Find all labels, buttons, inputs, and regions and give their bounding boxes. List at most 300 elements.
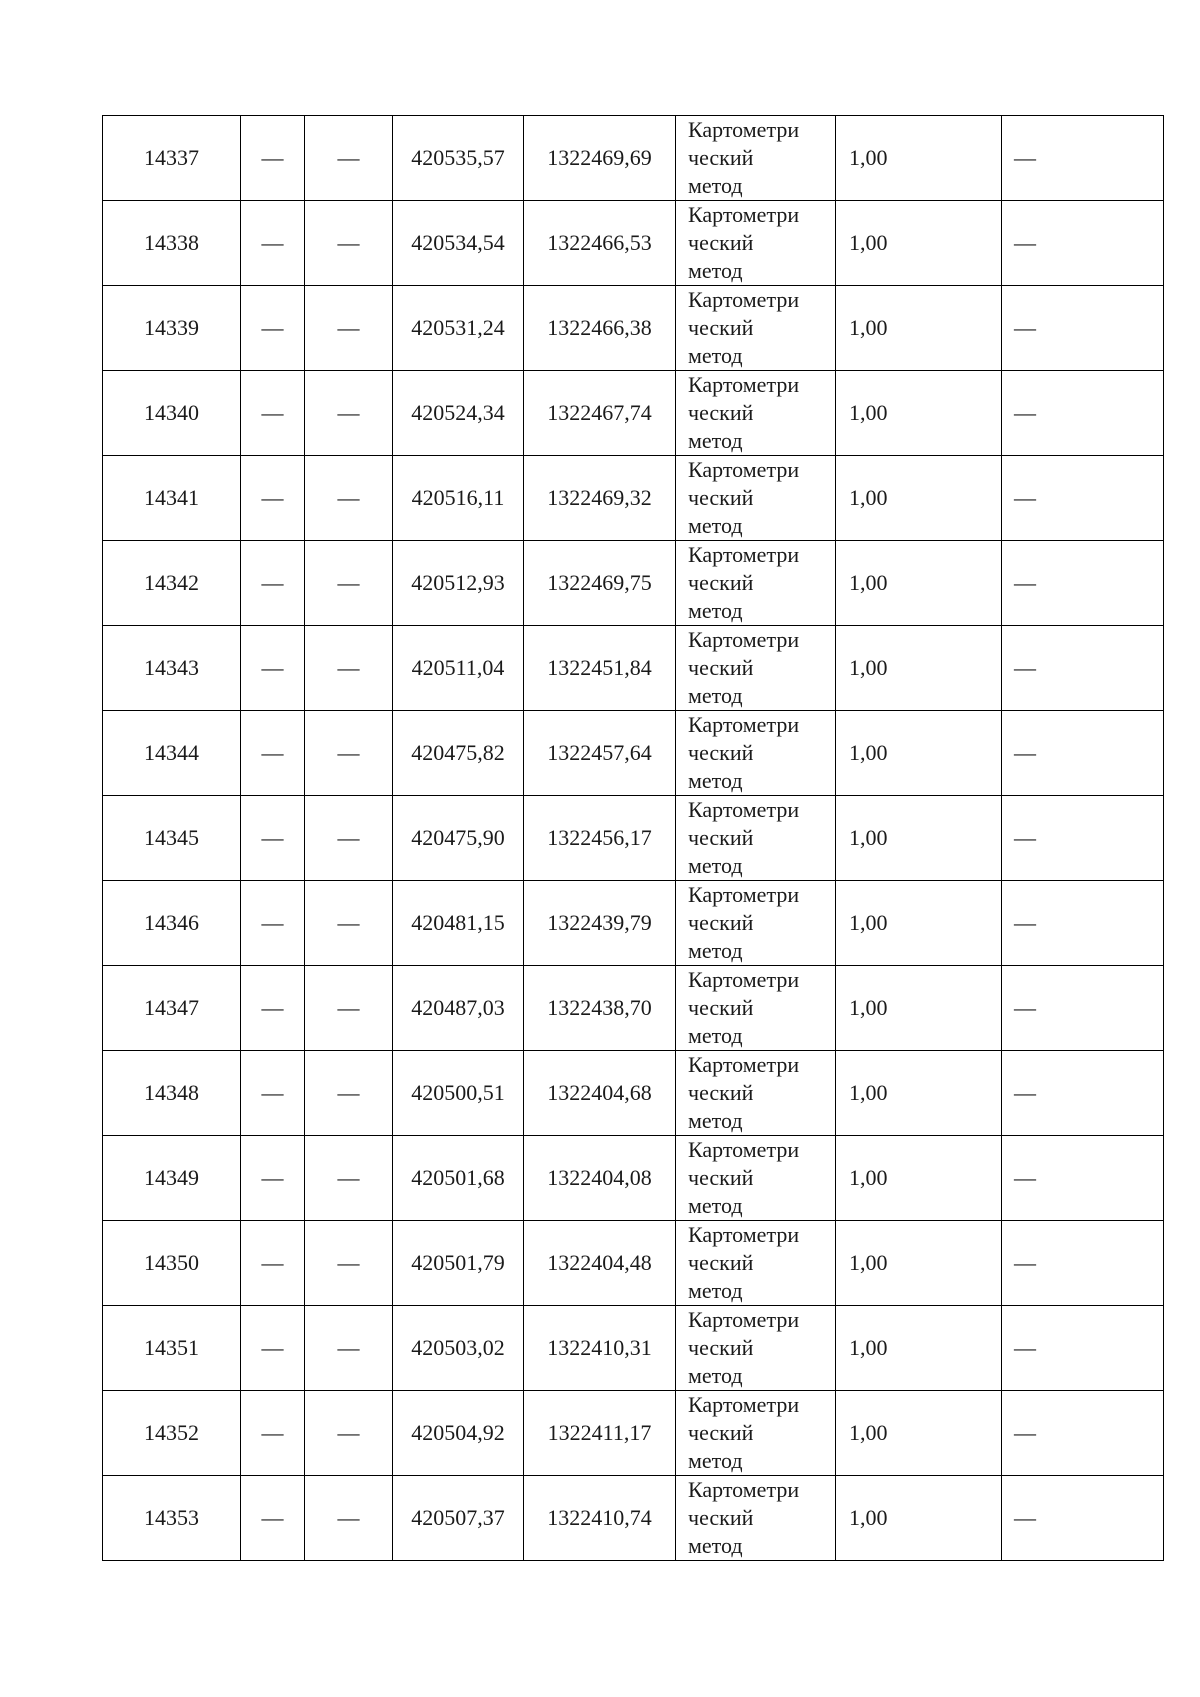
dash-text: — [337, 400, 360, 425]
x-coordinate-text: 420475,90 [411, 825, 505, 850]
dash-text: — [261, 1165, 284, 1190]
dash-text: — [337, 1080, 360, 1105]
x-coordinate-cell [393, 1476, 524, 1561]
x-coordinate-cell [393, 881, 524, 966]
method-line: ческий [688, 740, 754, 765]
point-number-cell [103, 711, 241, 796]
dash-text: — [1014, 485, 1036, 510]
method-line: метод [688, 258, 743, 283]
x-coordinate-cell [393, 541, 524, 626]
dash-cell [305, 286, 393, 371]
method-line: метод [688, 1533, 743, 1558]
dash-cell [305, 456, 393, 541]
dash-text: — [261, 230, 284, 255]
method-line: Картометри [688, 457, 800, 482]
dash-cell [305, 796, 393, 881]
accuracy-cell [836, 116, 1002, 201]
dash-cell [241, 286, 305, 371]
y-coordinate-text: 1322466,38 [547, 315, 652, 340]
coordinates-table-body [103, 116, 1164, 1561]
method-line: ческий [688, 655, 754, 680]
method-line: метод [688, 343, 743, 368]
table-row [103, 201, 1164, 286]
dash-cell [305, 966, 393, 1051]
method-line: ческий [688, 485, 754, 510]
y-coordinate-text: 1322467,74 [547, 400, 652, 425]
y-coordinate-cell [524, 456, 676, 541]
table-row [103, 371, 1164, 456]
accuracy-cell [836, 371, 1002, 456]
point-number-text: 14353 [144, 1505, 199, 1530]
dash-text: — [1014, 315, 1036, 340]
dash-cell [305, 711, 393, 796]
x-coordinate-cell [393, 201, 524, 286]
accuracy-cell [836, 1051, 1002, 1136]
accuracy-text: 1,00 [849, 570, 888, 595]
table-row [103, 1221, 1164, 1306]
dash-text: — [261, 1080, 284, 1105]
dash-cell [305, 371, 393, 456]
y-coordinate-cell [524, 201, 676, 286]
point-number-text: 14343 [144, 655, 199, 680]
x-coordinate-text: 420475,82 [411, 740, 505, 765]
dash-cell [241, 1221, 305, 1306]
method-line: метод [688, 853, 743, 878]
table-row [103, 456, 1164, 541]
method-line: Картометри [688, 117, 800, 142]
dash-cell [305, 1221, 393, 1306]
dash-text: — [337, 315, 360, 340]
method-cell [676, 1391, 836, 1476]
dash-text: — [1014, 995, 1036, 1020]
dash-cell [305, 1136, 393, 1221]
y-coordinate-text: 1322451,84 [547, 655, 652, 680]
point-number-text: 14352 [144, 1420, 199, 1445]
dash-text: — [1014, 145, 1036, 170]
method-line: Картометри [688, 372, 800, 397]
accuracy-cell [836, 1391, 1002, 1476]
dash-cell [305, 1391, 393, 1476]
method-line: метод [688, 1023, 743, 1048]
y-coordinate-cell [524, 1391, 676, 1476]
table-row [103, 966, 1164, 1051]
y-coordinate-cell [524, 796, 676, 881]
dash-text: — [261, 740, 284, 765]
dash-cell [1002, 286, 1164, 371]
point-number-cell [103, 1221, 241, 1306]
method-line: метод [688, 1448, 743, 1473]
x-coordinate-text: 420487,03 [411, 995, 505, 1020]
point-number-text: 14340 [144, 400, 199, 425]
y-coordinate-cell [524, 711, 676, 796]
dash-cell [1002, 371, 1164, 456]
dash-text: — [1014, 570, 1036, 595]
dash-cell [1002, 711, 1164, 796]
point-number-text: 14342 [144, 570, 199, 595]
x-coordinate-cell [393, 116, 524, 201]
x-coordinate-text: 420501,68 [411, 1165, 505, 1190]
dash-cell [241, 1391, 305, 1476]
point-number-cell [103, 1306, 241, 1391]
method-cell [676, 541, 836, 626]
x-coordinate-cell [393, 626, 524, 711]
dash-cell [241, 116, 305, 201]
y-coordinate-cell [524, 116, 676, 201]
y-coordinate-text: 1322410,31 [547, 1335, 652, 1360]
accuracy-text: 1,00 [849, 1165, 888, 1190]
x-coordinate-cell [393, 1051, 524, 1136]
accuracy-text: 1,00 [849, 910, 888, 935]
dash-cell [1002, 116, 1164, 201]
x-coordinate-cell [393, 456, 524, 541]
accuracy-text: 1,00 [849, 315, 888, 340]
x-coordinate-text: 420524,34 [411, 400, 505, 425]
point-number-cell [103, 1476, 241, 1561]
table-row [103, 286, 1164, 371]
dash-cell [305, 1476, 393, 1561]
method-line: метод [688, 513, 743, 538]
dash-text: — [337, 145, 360, 170]
table-row [103, 116, 1164, 201]
point-number-cell [103, 881, 241, 966]
method-line: Картометри [688, 287, 800, 312]
y-coordinate-cell [524, 286, 676, 371]
method-line: метод [688, 1193, 743, 1218]
dash-text: — [1014, 910, 1036, 935]
dash-cell [1002, 1476, 1164, 1561]
dash-cell [1002, 626, 1164, 711]
dash-cell [305, 201, 393, 286]
table-row [103, 1476, 1164, 1561]
y-coordinate-cell [524, 626, 676, 711]
dash-text: — [261, 1420, 284, 1445]
accuracy-text: 1,00 [849, 230, 888, 255]
method-cell [676, 966, 836, 1051]
dash-cell [241, 456, 305, 541]
point-number-cell [103, 456, 241, 541]
y-coordinate-text: 1322469,32 [547, 485, 652, 510]
x-coordinate-text: 420504,92 [411, 1420, 505, 1445]
method-line: ческий [688, 1080, 754, 1105]
dash-cell [1002, 456, 1164, 541]
x-coordinate-cell [393, 1221, 524, 1306]
y-coordinate-cell [524, 371, 676, 456]
method-line: Картометри [688, 542, 800, 567]
y-coordinate-text: 1322457,64 [547, 740, 652, 765]
x-coordinate-text: 420511,04 [411, 655, 505, 680]
dash-text: — [1014, 1080, 1036, 1105]
x-coordinate-cell [393, 1306, 524, 1391]
dash-text: — [337, 570, 360, 595]
dash-text: — [1014, 1420, 1036, 1445]
point-number-text: 14347 [144, 995, 199, 1020]
method-line: метод [688, 768, 743, 793]
method-line: Картометри [688, 1052, 800, 1077]
dash-text: — [337, 910, 360, 935]
method-line: метод [688, 1108, 743, 1133]
method-cell [676, 1051, 836, 1136]
dash-text: — [337, 825, 360, 850]
dash-cell [241, 796, 305, 881]
method-cell [676, 881, 836, 966]
dash-text: — [261, 910, 284, 935]
x-coordinate-text: 420531,24 [411, 315, 505, 340]
y-coordinate-text: 1322404,68 [547, 1080, 652, 1105]
accuracy-cell [836, 286, 1002, 371]
accuracy-cell [836, 1306, 1002, 1391]
dash-text: — [1014, 400, 1036, 425]
accuracy-text: 1,00 [849, 400, 888, 425]
method-line: метод [688, 173, 743, 198]
dash-text: — [1014, 740, 1036, 765]
y-coordinate-text: 1322456,17 [547, 825, 652, 850]
point-number-cell [103, 286, 241, 371]
point-number-text: 14338 [144, 230, 199, 255]
y-coordinate-text: 1322469,69 [547, 145, 652, 170]
method-line: ческий [688, 1250, 754, 1275]
method-cell [676, 456, 836, 541]
point-number-text: 14350 [144, 1250, 199, 1275]
accuracy-cell [836, 881, 1002, 966]
dash-text: — [261, 995, 284, 1020]
accuracy-cell [836, 201, 1002, 286]
x-coordinate-text: 420512,93 [411, 570, 505, 595]
method-line: ческий [688, 1420, 754, 1445]
method-cell [676, 711, 836, 796]
table-row [103, 711, 1164, 796]
dash-cell [241, 541, 305, 626]
table-row [103, 1051, 1164, 1136]
point-number-cell [103, 796, 241, 881]
method-line: метод [688, 598, 743, 623]
y-coordinate-text: 1322410,74 [547, 1505, 652, 1530]
x-coordinate-text: 420535,57 [411, 145, 505, 170]
x-coordinate-cell [393, 286, 524, 371]
point-number-text: 14344 [144, 740, 199, 765]
point-number-cell [103, 966, 241, 1051]
dash-text: — [261, 825, 284, 850]
dash-text: — [1014, 1505, 1036, 1530]
method-line: ческий [688, 1505, 754, 1530]
point-number-cell [103, 116, 241, 201]
method-cell [676, 626, 836, 711]
y-coordinate-cell [524, 1136, 676, 1221]
point-number-text: 14339 [144, 315, 199, 340]
dash-text: — [1014, 1250, 1036, 1275]
method-line: метод [688, 938, 743, 963]
dash-cell [241, 881, 305, 966]
method-line: ческий [688, 145, 754, 170]
method-line: Картометри [688, 1307, 800, 1332]
method-line: метод [688, 1363, 743, 1388]
dash-text: — [1014, 1165, 1036, 1190]
method-cell [676, 201, 836, 286]
x-coordinate-text: 420507,37 [411, 1505, 505, 1530]
dash-cell [305, 626, 393, 711]
dash-cell [305, 881, 393, 966]
y-coordinate-cell [524, 881, 676, 966]
y-coordinate-text: 1322466,53 [547, 230, 652, 255]
point-number-cell [103, 626, 241, 711]
point-number-cell [103, 201, 241, 286]
table-row [103, 1391, 1164, 1476]
y-coordinate-text: 1322411,17 [547, 1420, 652, 1445]
accuracy-cell [836, 796, 1002, 881]
accuracy-cell [836, 1136, 1002, 1221]
dash-text: — [261, 570, 284, 595]
point-number-text: 14349 [144, 1165, 199, 1190]
point-number-text: 14351 [144, 1335, 199, 1360]
dash-cell [1002, 201, 1164, 286]
dash-text: — [337, 995, 360, 1020]
method-line: Картометри [688, 202, 800, 227]
method-line: метод [688, 1278, 743, 1303]
dash-text: — [337, 740, 360, 765]
method-line: ческий [688, 910, 754, 935]
dash-cell [305, 541, 393, 626]
method-line: ческий [688, 315, 754, 340]
x-coordinate-cell [393, 796, 524, 881]
dash-text: — [261, 485, 284, 510]
x-coordinate-text: 420500,51 [411, 1080, 505, 1105]
dash-cell [241, 1476, 305, 1561]
dash-text: — [261, 315, 284, 340]
y-coordinate-cell [524, 1221, 676, 1306]
accuracy-text: 1,00 [849, 485, 888, 510]
dash-text: — [261, 1250, 284, 1275]
y-coordinate-text: 1322469,75 [547, 570, 652, 595]
point-number-cell [103, 1136, 241, 1221]
dash-text: — [261, 655, 284, 680]
dash-cell [1002, 881, 1164, 966]
method-cell [676, 1136, 836, 1221]
dash-cell [1002, 796, 1164, 881]
dash-text: — [337, 230, 360, 255]
dash-text: — [1014, 1335, 1036, 1360]
accuracy-text: 1,00 [849, 825, 888, 850]
table-row [103, 1306, 1164, 1391]
dash-cell [241, 1136, 305, 1221]
dash-text: — [337, 1420, 360, 1445]
dash-cell [1002, 1391, 1164, 1476]
y-coordinate-cell [524, 966, 676, 1051]
method-line: ческий [688, 400, 754, 425]
dash-cell [1002, 541, 1164, 626]
x-coordinate-text: 420501,79 [411, 1250, 505, 1275]
y-coordinate-cell [524, 1476, 676, 1561]
dash-text: — [337, 1250, 360, 1275]
x-coordinate-text: 420503,02 [411, 1335, 505, 1360]
method-cell [676, 286, 836, 371]
point-number-text: 14346 [144, 910, 199, 935]
method-line: Картометри [688, 1137, 800, 1162]
method-line: ческий [688, 230, 754, 255]
dash-text: — [261, 145, 284, 170]
y-coordinate-text: 1322439,79 [547, 910, 652, 935]
dash-cell [1002, 966, 1164, 1051]
dash-text: — [337, 655, 360, 680]
dash-text: — [1014, 825, 1036, 850]
dash-text: — [1014, 655, 1036, 680]
y-coordinate-text: 1322438,70 [547, 995, 652, 1020]
method-cell [676, 1476, 836, 1561]
x-coordinate-cell [393, 1136, 524, 1221]
table-row [103, 541, 1164, 626]
dash-cell [241, 711, 305, 796]
dash-cell [305, 116, 393, 201]
method-line: ческий [688, 1335, 754, 1360]
method-line: метод [688, 683, 743, 708]
y-coordinate-cell [524, 1306, 676, 1391]
accuracy-cell [836, 626, 1002, 711]
method-cell [676, 116, 836, 201]
method-line: метод [688, 428, 743, 453]
point-number-cell [103, 1051, 241, 1136]
x-coordinate-text: 420516,11 [411, 485, 505, 510]
method-line: Картометри [688, 1222, 800, 1247]
table-row [103, 1136, 1164, 1221]
accuracy-text: 1,00 [849, 655, 888, 680]
method-cell [676, 371, 836, 456]
dash-text: — [337, 1505, 360, 1530]
dash-cell [305, 1051, 393, 1136]
point-number-text: 14345 [144, 825, 199, 850]
method-line: Картометри [688, 967, 800, 992]
table-row [103, 626, 1164, 711]
accuracy-cell [836, 1221, 1002, 1306]
method-line: Картометри [688, 627, 800, 652]
accuracy-text: 1,00 [849, 740, 888, 765]
x-coordinate-cell [393, 371, 524, 456]
method-line: Картометри [688, 797, 800, 822]
accuracy-text: 1,00 [849, 145, 888, 170]
y-coordinate-text: 1322404,48 [547, 1250, 652, 1275]
point-number-text: 14337 [144, 145, 199, 170]
x-coordinate-text: 420481,15 [411, 910, 505, 935]
accuracy-text: 1,00 [849, 1335, 888, 1360]
method-line: ческий [688, 825, 754, 850]
point-number-cell [103, 541, 241, 626]
x-coordinate-cell [393, 711, 524, 796]
method-line: Картометри [688, 712, 800, 737]
dash-cell [241, 1051, 305, 1136]
method-line: Картометри [688, 1477, 800, 1502]
method-line: Картометри [688, 882, 800, 907]
dash-text: — [1014, 230, 1036, 255]
dash-text: — [337, 485, 360, 510]
method-line: ческий [688, 995, 754, 1020]
method-cell [676, 1221, 836, 1306]
y-coordinate-cell [524, 541, 676, 626]
x-coordinate-cell [393, 966, 524, 1051]
accuracy-cell [836, 456, 1002, 541]
accuracy-cell [836, 966, 1002, 1051]
dash-cell [241, 371, 305, 456]
dash-text: — [261, 1505, 284, 1530]
dash-cell [241, 966, 305, 1051]
dash-cell [1002, 1051, 1164, 1136]
point-number-text: 14348 [144, 1080, 199, 1105]
dash-cell [241, 201, 305, 286]
accuracy-text: 1,00 [849, 995, 888, 1020]
accuracy-cell [836, 1476, 1002, 1561]
table-row [103, 881, 1164, 966]
y-coordinate-text: 1322404,08 [547, 1165, 652, 1190]
dash-text: — [337, 1165, 360, 1190]
dash-cell [1002, 1136, 1164, 1221]
y-coordinate-cell [524, 1051, 676, 1136]
dash-cell [241, 626, 305, 711]
